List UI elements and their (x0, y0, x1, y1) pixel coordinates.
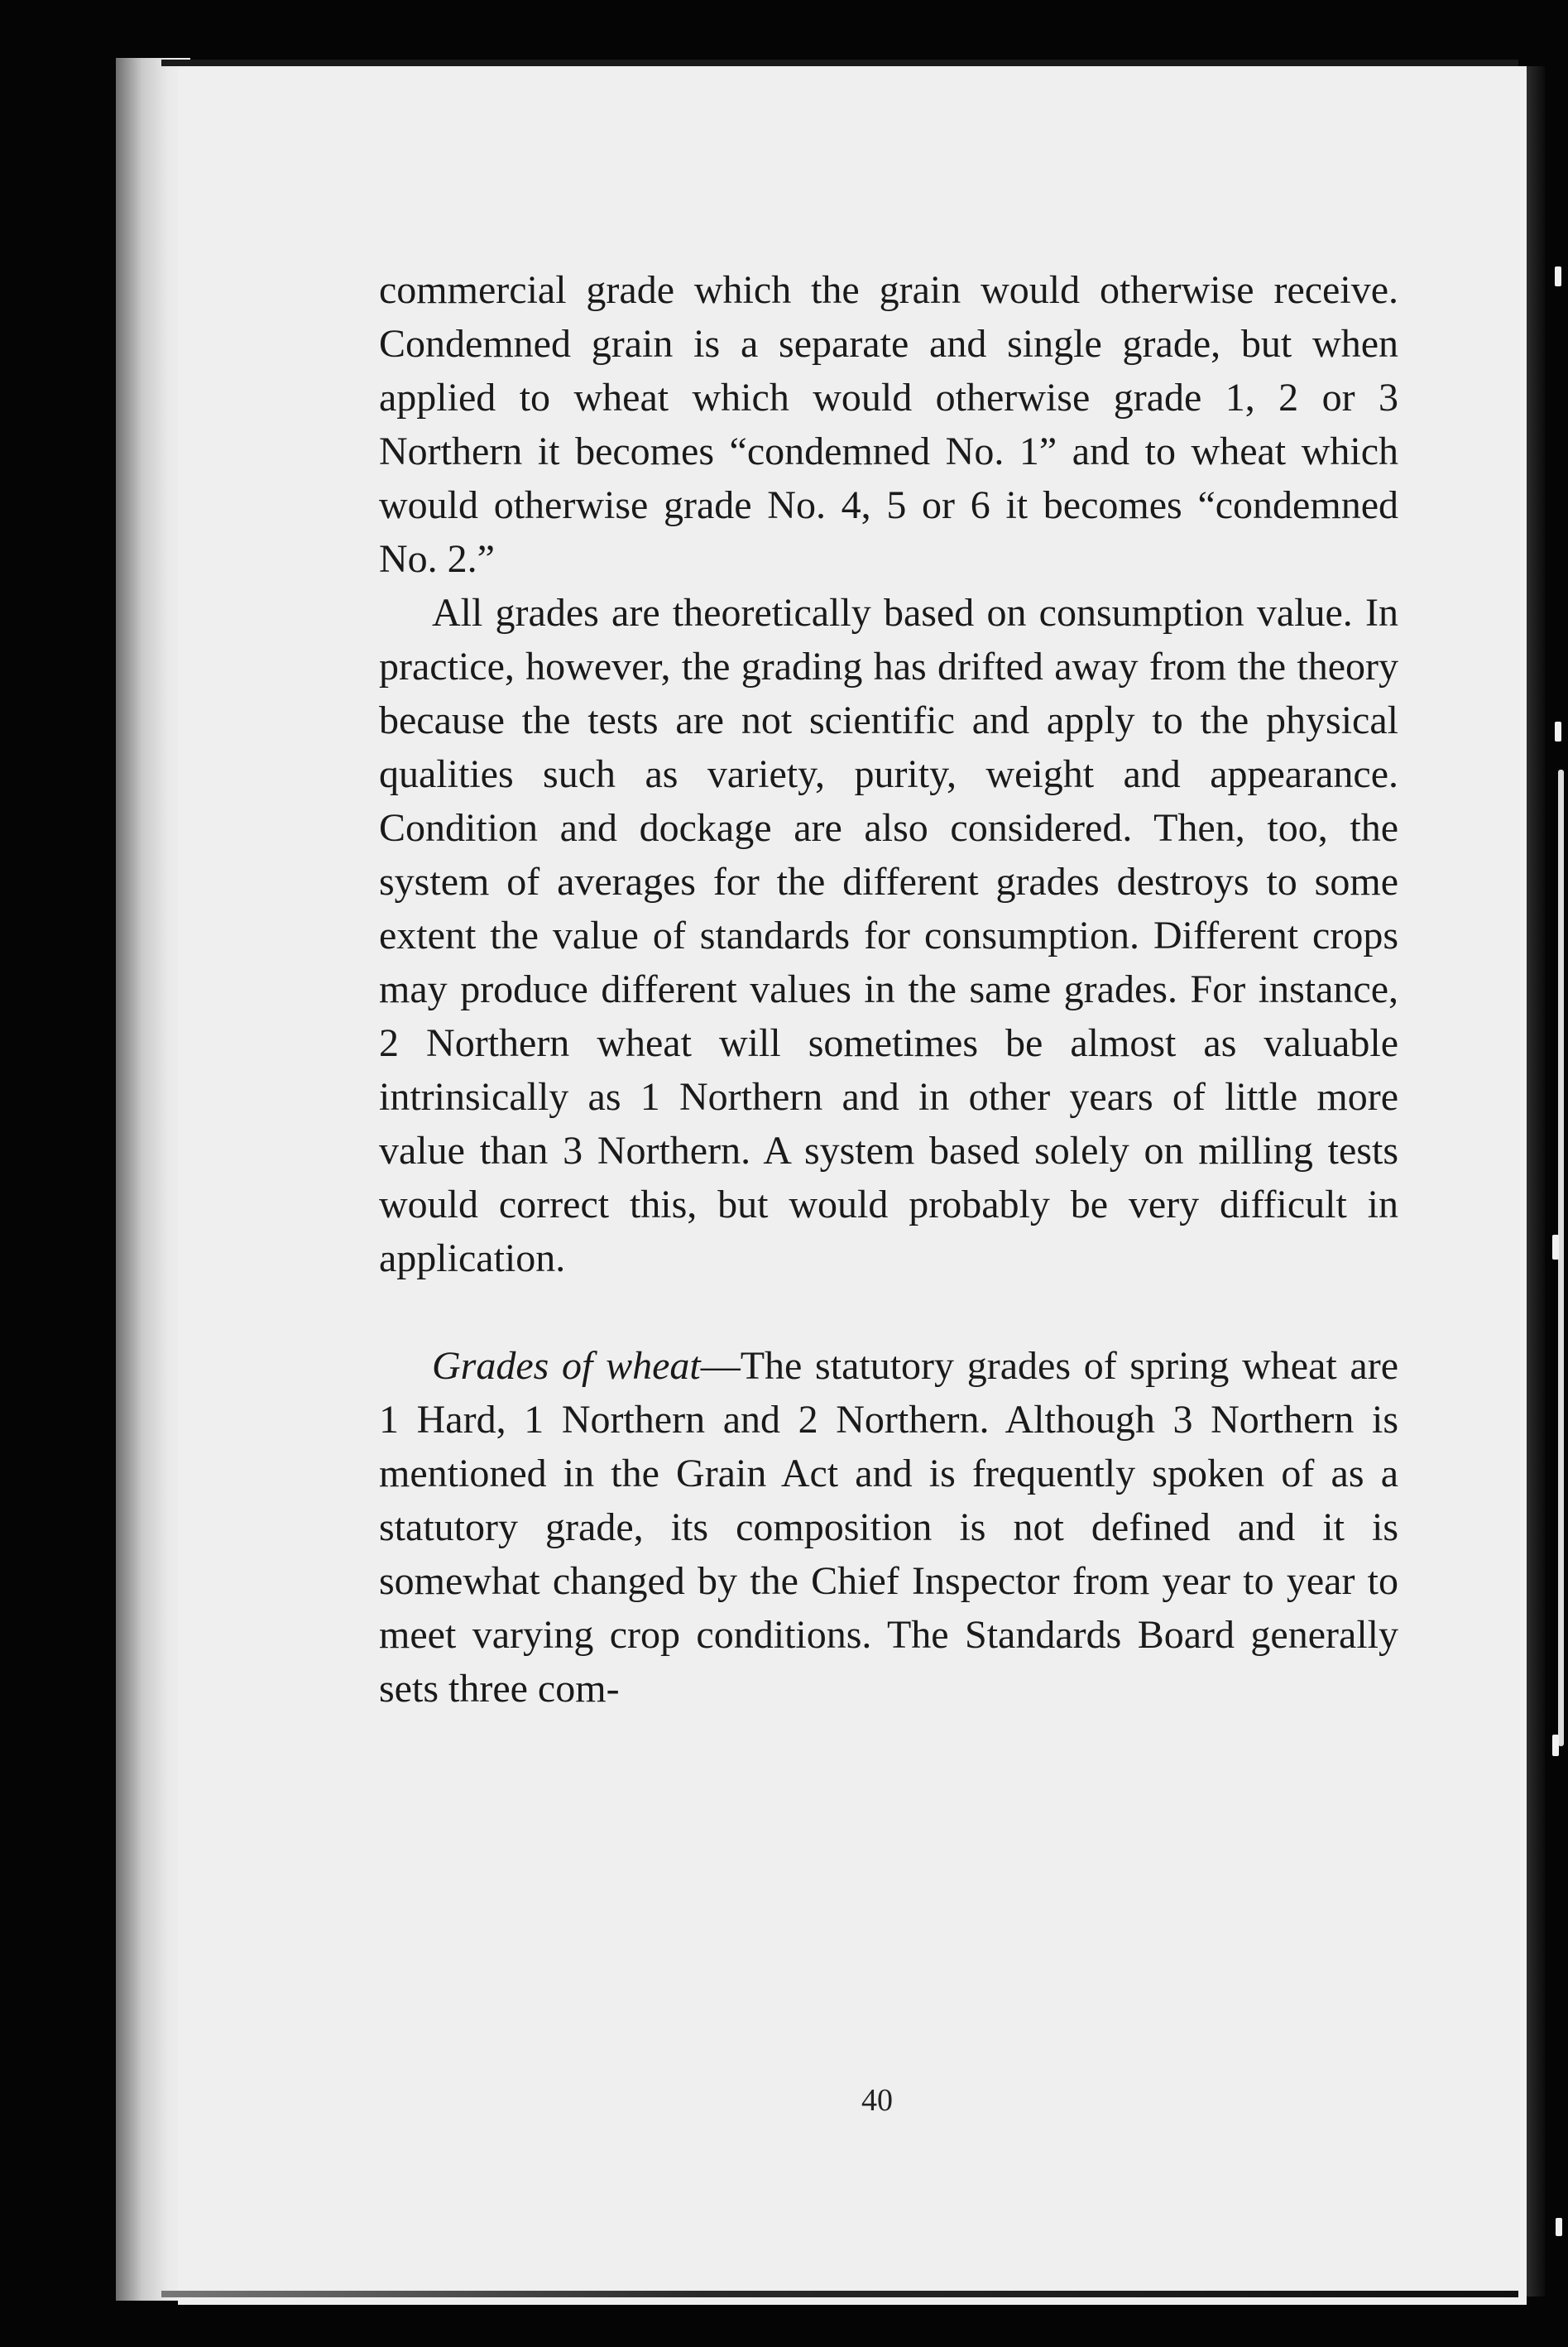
paragraph-3 (379, 1339, 1398, 1716)
top-rule (161, 60, 1518, 66)
paragraph-3-body: —The statutory grades of spring wheat are 1 Hard, 1 Northern and 2 Northern. Although 3 Northern is mentioned in the Grain Act and is frequently spoken of as a statutory grade, its composition is not defined and it is somewhat changed by the Chief Inspector from year to year to meet varying crop conditions. The Standards Board generally sets three com- (379, 1344, 1399, 1711)
page-text (379, 263, 1398, 1716)
right-margin-tick-1 (1558, 770, 1564, 1746)
page-number: 40 (861, 2083, 893, 2118)
right-margin-marker-1 (1555, 266, 1561, 286)
page-right-edge (1527, 66, 1545, 2297)
section-heading: Grades of wheat (432, 1344, 701, 1388)
paragraph-1: commercial grade which the grain would otherwise receive. Condemned grain is a separate and single grade, but when applied to wheat which would otherwise grade 1, 2 or 3 Northern it becomes “condemned No. 1” and to wheat which would otherwise grade No. 4, 5 or 6 it becomes “condemned No. 2.” (379, 268, 1398, 581)
right-margin-marker-2 (1555, 722, 1561, 742)
bottom-rule (161, 2291, 1518, 2297)
right-margin-marker-3 (1552, 1235, 1559, 1260)
right-margin-marker-5 (1556, 2218, 1562, 2236)
right-margin-marker-4 (1552, 1735, 1559, 1756)
paragraph-2: All grades are theoretically based on consumption value. In practice, however, the grading has drifted away from the theory because the tests are not scientific and apply to the physical qualities such as variety, purity, weight and appearance. Condition and dockage are also considered. Then, too, the system of averages for the different grades destroys to some extent the value of standards for consumption. Different crops may produce different values in the same grades. For instance, 2 Northern wheat will sometimes be almost as valuable intrinsically as 1 Northern and in other years of little more value than 3 Northern. A system based solely on milling tests would correct this, but would probably be very difficult in application. (379, 591, 1398, 1280)
